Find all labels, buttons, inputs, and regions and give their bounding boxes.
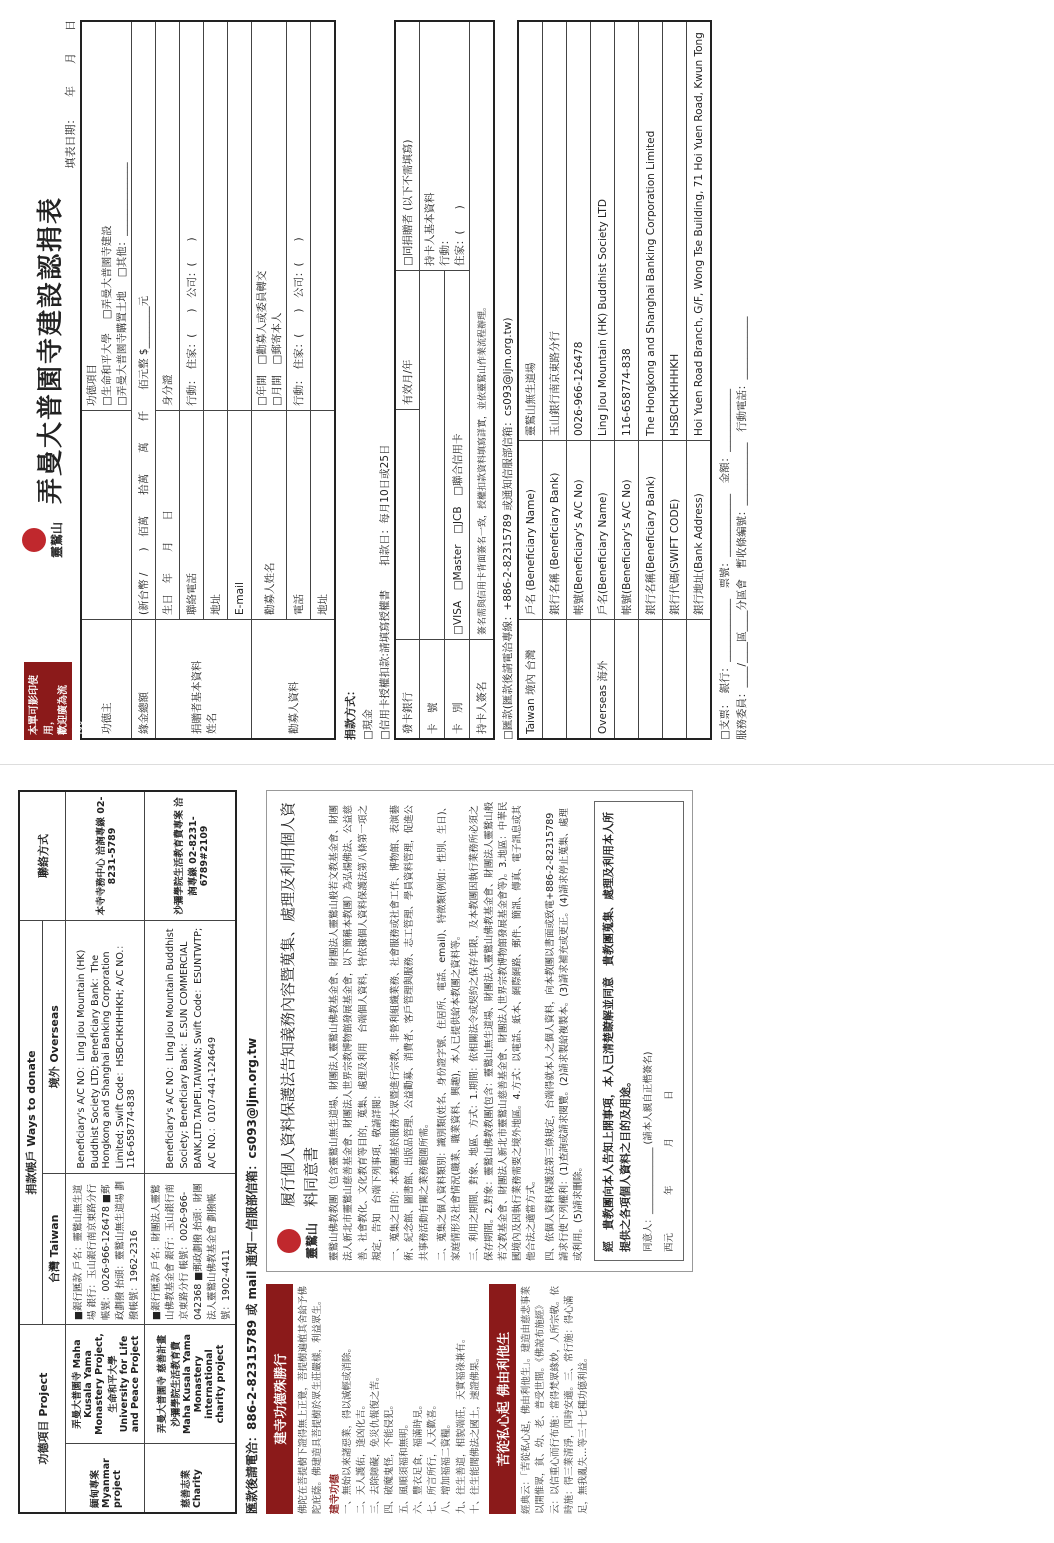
item-option[interactable]: □弄曼大普園寺建設 <box>101 225 113 320</box>
ljm-logo-small: 靈鷲山 <box>277 1221 321 1261</box>
info-sheet <box>0 772 1054 1532</box>
merit-box-title: 建寺功德殊勝行 <box>266 1284 293 1514</box>
merit-owner-field[interactable] <box>81 411 132 620</box>
donation-form-page <box>0 0 1054 760</box>
account-row: 緬甸專案 Myanmar project 弄曼大普園寺 Maha Kusala Yama Monastery Project, 生命和平大學 University for Life and Peace Project ■銀行匯款 戶名：靈鷲山無生道場 銀行：玉山銀行南京東路分行 帳號：0026-966-126478 ■郵政劃撥 抬頭：靈鷲山無生道場 劃撥帳號：1962-2316 Beneficiary's A/C NO：Ling Jiou Mountain (HK) Buddhist Society LTD; Beneficiary Bank：The Hongkong and Shanghai Banking Corporation Limited; Swift Code：HSBCHKHHHKH; A/C NO.：116-658774-838 本寺寺務中心 洽詢專線 02-8231-5789 <box>66 791 145 1513</box>
privacy-item: 三、利用之期間、對象、地區、方式：1.期間：依相關法令或契約之保存年限，及本教團因執行業務所必須之保存期間。2.對象：靈鷲山佛教教團(包含：靈鷲山無生道場、財團法人靈鷲山佛教基金會、財團法人靈鷲山般若文教基金會、財團法人新北市靈鷲山慈善基金會、財團法人世界宗教博物館發展基金會等)。3.地區：中華民國境內及因執行業務需要之境外地區。4.方式：以電話、紙本、網際網路、郵件、簡訊、傳真、電子訊息或其他合法之適當方式。 <box>469 801 538 1261</box>
remit-option[interactable]: □匯款(匯款後請電洽專線：+886-2-82315789 或通知信服部信箱：cs093@ljm.org.tw) <box>502 317 514 740</box>
hotline: 匯款後請電洽：886-2-82315789 或 mail 通知－信服部信箱：cs093@ljm.org.tw <box>245 1037 259 1514</box>
id-field[interactable]: 身分證 <box>156 21 180 411</box>
donation-accounts-table <box>18 790 237 1514</box>
privacy-item: 四、依個人資料保護法第三條規定，台端得就本人之個人資料，向本教團以書面或致電+886-2-82315789 請求行使下列權利：(1)查詢或請求閱覽。(2)請求製給複製本。(3)請求補充或更正。(4)請求停止蒐集、處理或利用。(5)請求刪除。 <box>544 808 584 1261</box>
merit-verse: 佛陀在菩提樹下證得無上正覺，菩提樹遍植其舍給予佛陀庇蔭。佛建造具菩提樹於眾生莊嚴樣，利益眾生。 <box>298 1285 324 1514</box>
card-auth-option[interactable]: □信用卡授權扣款:請填寫授權書 <box>379 590 391 740</box>
card-no-field[interactable] <box>420 271 445 640</box>
sign-note[interactable]: 簽名需與信用卡背面簽名一致，授權扣款資料填寫詳實，並依靈鷲山作業流程辦理。 <box>470 21 495 640</box>
birth-label: 生日 年 月 日 <box>156 411 180 620</box>
altruism-verse: 經典云：「苦從私心起，佛由利他生」。建造由慈悲事業以開惟眾，貧、幼、老、普受世間。《佛說布施經》云：以信重心而行布施：當得梵眾緣妙，人所宗敬。依時施：得三業清淨，四時安適。三、常行施：得心滿足，無我亂失…等三十七種功德利益。 <box>521 1285 589 1514</box>
recruiter-phone-label: 電話 <box>287 411 311 620</box>
account-row: 慈善志業 Charity 弄曼大普園寺 慈善計畫 沙彌學院生活教育費 Maha Kusala Yama Monastery international charity project ■銀行匯款 戶名：財團法人靈鷲山佛教基金會 銀行：玉山銀行南京東路分行 帳號：0026-966-042368 ■郵政劃撥 抬頭：財團法人靈鷲山佛教基金會 劃撥帳號：1902-4411 Beneficiary's A/C NO：Ling Jiou Mountain Buddhist Society; Beneficiary Bank：E.SUN COMMERCIAL BANK,LTD.TAIPEI,TAIWAN; Swift Code：ESUNTWTP; A/C NO.：0107-441-124649 沙彌學院生活教育費專案 洽詢專線 02-8231-6789#2109 <box>145 791 237 1513</box>
privacy-notice <box>266 790 693 1272</box>
altruism-box-title: 苦從私心起 佛由利他生 <box>489 1284 516 1514</box>
bank-row: 帳號(Beneficiary's A/C No) 116-658774-838 <box>615 21 639 739</box>
logo-text: 靈鷲山 <box>50 522 64 559</box>
merit-item-label: 功德項目 <box>86 364 98 406</box>
build-merit-title: 建寺功德 <box>329 1474 341 1514</box>
overseas-head: 境外 Overseas <box>43 921 66 1174</box>
recruiter-section-label: 勸募人資料 <box>252 620 336 740</box>
copy-notice: 本單可影印使用， 歡迎廣為流傳。 <box>24 662 72 740</box>
bank-row: 帳號(Beneficiary's A/C No) 0026-966-126478 <box>567 21 591 739</box>
bank-row: 銀行地址(Bank Address) Hoi Yuen Road Branch, G/F, Wong Tse Building, 71 Hoi Yuen Road, Kwun Tong <box>687 21 712 739</box>
recruiter-address-field[interactable] <box>311 21 336 411</box>
card-table <box>394 20 495 740</box>
item-option[interactable]: □其他：______________ <box>116 162 128 278</box>
ljm-logo <box>22 520 65 560</box>
cash-option[interactable]: □現金 <box>362 709 374 740</box>
info-columns <box>266 790 693 1514</box>
project-head: 功德項目 Project <box>19 1325 66 1514</box>
privacy-header <box>277 801 322 1261</box>
bank-row: Overseas 海外 戶名(Beneficiary Name) Ling Jiou Mountain (HK) Buddhist Society LTD <box>591 21 615 739</box>
consent-box <box>594 801 684 1261</box>
build-list: 一、無始以來諸惡業，得以減輕或消除。 二、天人護佑，逢凶化吉。 三、去除障礙，免災仇報復之苦。 四、破魔鬼怪，不能侵犯。 五、風順須福和無明。 六、豐衣足食，福滿時見。 七、所言所行，人天歡喜。 八、增加福福二資糧。 九、往生善道，相貌端莊，天實福祿兼有。 十、往生能聞佛法之國土，速證佛果。 <box>341 1333 481 1514</box>
consent-date[interactable]: 西元 年 月 日 <box>663 1090 675 1252</box>
privacy-title: 履行個人資料保護法告知義務內容暨蒐集、處理及利用個人資料同意書 <box>279 801 320 1207</box>
donor-table <box>80 20 336 740</box>
fold-line <box>0 764 1054 765</box>
bank-row: 銀行名稱 (Beneficiary Bank) 玉山銀行南京東路分行 <box>543 21 567 739</box>
privacy-item: 二、蒐集之個人資料類別：識別類(姓名、身份證字號、住居所、電話、email)、特徵類(例如：性別、生日)、家庭情形及社會情況(職業、職業資料、興趣)，本人已提供給本教團之資料等。 <box>436 801 462 1261</box>
lotus-logo-icon <box>22 528 46 552</box>
amount-label: 緣金總額 <box>132 620 156 740</box>
address-field[interactable] <box>204 21 228 411</box>
form-header <box>18 20 84 740</box>
recruiter-name[interactable]: 勸募人姓名 <box>252 411 287 620</box>
lotus-logo-icon <box>277 1229 301 1253</box>
privacy-item: 一、蒐集之目的：本教團基於服務大眾暨進行宗教、非營利組織業務、社會服務或社會工作、博物館、表演藝術、紀念館、圖書館、出版品管理、公益勸募、消費者、客戶管理與服務、志工管理、學員資料管理，促進公共事務活動有關之業務範圍所需。 <box>390 804 430 1261</box>
holder-info: 持卡人基本資料 行動： 住家：( ) <box>420 21 470 271</box>
form-title: 弄曼大普園寺建設認捐表 <box>36 195 66 504</box>
deduct-day: 扣款日：每月10日或25日 <box>379 444 391 566</box>
donor-section-label: 捐贈者基本資料 姓名 <box>156 620 252 740</box>
privacy-intro: 靈鷲山佛教教團（包含靈鷲山無生道場、財團法人靈鷲山佛教基金會、財團法人靈鷲山般若文教基金會、財團法人新北市靈鷲山慈善基金會、財團法人世界宗教博物館發展基金會，以下簡稱本教團）為弘揚佛法、公益慈善、社會教化、文化教育等目的，蒐集、處理及利用 台端個人資料，特依據個人資料保護法第八條第一項之規定，告知 台端下列事項，敬請詳閱： <box>329 804 383 1261</box>
recruiter-options[interactable]: □年開 □勸募人或委員轉交 □月開 □郵寄本人 <box>252 21 287 411</box>
bank-row: Taiwan 境內 台灣 戶名 (Beneficiary Name) 靈鷲山無生道場 <box>518 21 543 739</box>
donation-form <box>0 0 1054 760</box>
card-auth-row <box>377 20 392 740</box>
merit-owner-label: 功德主 <box>81 620 132 740</box>
card-bank-label: 發卡銀行 <box>395 640 420 740</box>
consent-text: 經 貴教團向本人告知上開事項，本人已清楚瞭解並同意 貴教團蒐集、處理及利用本人所提供之各項個人資料之目的及用途。 <box>602 812 632 1252</box>
bank-table <box>517 20 712 740</box>
card-type-options[interactable]: □VISA □Master □JCB □聯合信用卡 <box>445 271 470 640</box>
recruiter-address-label: 地址 <box>311 411 336 620</box>
contact-label: 聯絡電話 <box>180 411 204 620</box>
info-sheet-page <box>0 772 1054 1532</box>
payment-title: 捐款方式： <box>344 685 357 740</box>
email-label: E-mail <box>228 411 252 620</box>
consent-signature[interactable]: 同意人：______________ (請本人親自正楷簽名) <box>643 1051 655 1252</box>
same-as-donor[interactable]: □同捐贈者 (以下不需填寫) <box>395 21 420 271</box>
merit-column <box>266 1284 693 1514</box>
bank-row: 銀行名稱(Beneficiary Bank) The Hongkong and Shanghai Banking Corporation Limited <box>639 21 663 739</box>
holder-sign-label: 持卡人簽名 <box>470 640 495 740</box>
card-no-label: 卡 號 <box>420 640 445 740</box>
item-option[interactable]: □弄曼大普園寺購置土地 <box>116 291 128 406</box>
item-option[interactable]: □生命和平大學 <box>101 333 113 406</box>
card-bank-field[interactable] <box>395 410 420 640</box>
staff-line[interactable]: 服務委員：____/____區____分區會 暫收條編號：____________ 行動電話：____________ <box>736 316 748 740</box>
card-type-label: 卡 別 <box>445 640 470 740</box>
cheque-option[interactable]: □支票： 銀行：____________ 票號：____________ 金額：____________ <box>719 388 731 740</box>
recruiter-phone-fields[interactable]: 行動： 住家：( ) 公司：( ) <box>287 21 311 411</box>
amount-field[interactable]: (新台幣 / ) 佰萬 拾萬 萬 仟 佰元整 $________元 <box>132 21 156 620</box>
contact-head: 聯絡方式 <box>19 791 66 921</box>
donate-head: 捐款帳戶 Ways to donate <box>19 921 43 1325</box>
bank-row: 銀行代碼(SWIFT CODE) HSBCHKHHHKH <box>663 21 687 739</box>
taiwan-head: 台灣 Taiwan <box>43 1173 66 1324</box>
merit-item-cell <box>81 21 132 411</box>
email-field[interactable] <box>228 21 252 411</box>
address-label: 地址 <box>204 411 228 620</box>
contact-fields[interactable]: 行動： 住家：( ) 公司：( ) <box>180 21 204 411</box>
fill-date[interactable]: 填表日期： 年 月 日 <box>64 20 77 169</box>
valid-label[interactable]: 有效月/年 <box>395 271 420 410</box>
